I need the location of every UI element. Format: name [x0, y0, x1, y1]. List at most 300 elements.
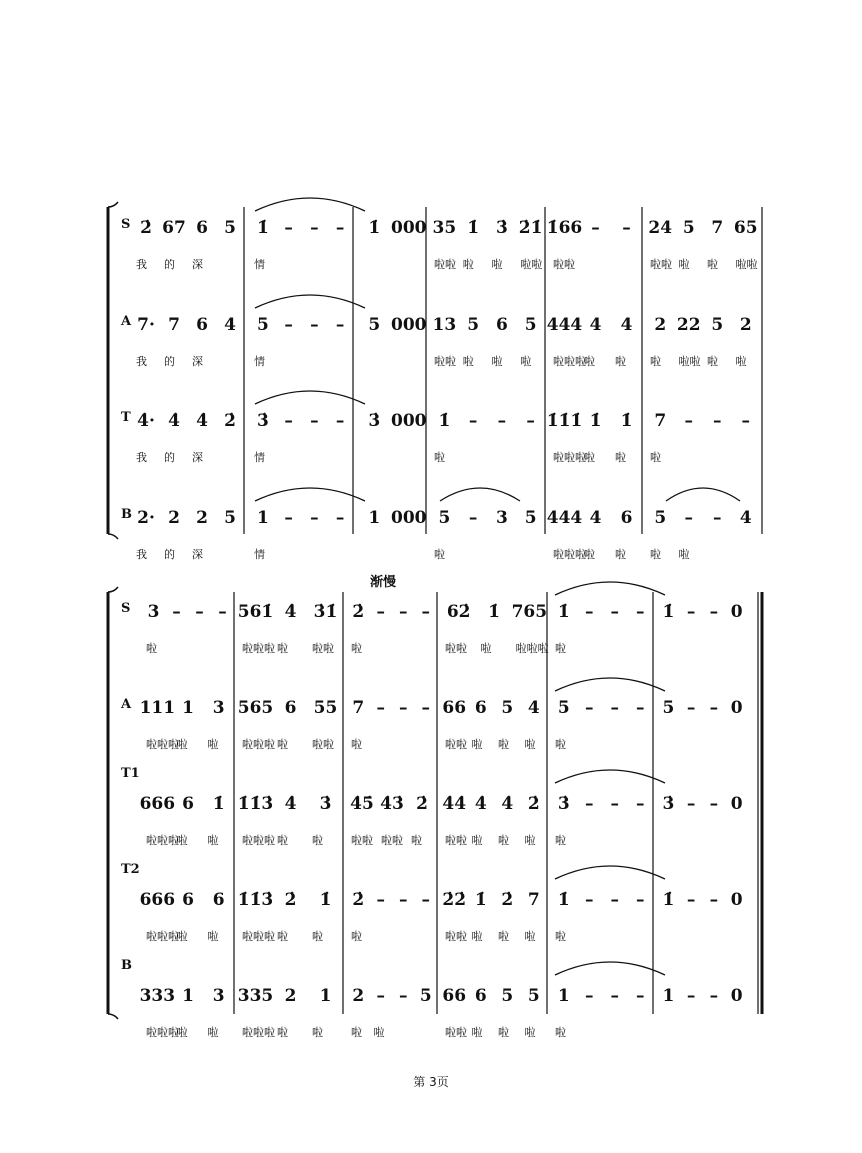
note: 5 [224, 218, 236, 238]
note: 666 [139, 794, 176, 814]
note: 4̇ [501, 794, 514, 814]
note: 2 [352, 986, 365, 1006]
note: 3̇ [368, 411, 381, 431]
note: 1̇1̇1̇ [546, 411, 583, 431]
note: 6 [212, 890, 225, 910]
dash-mark: – [399, 890, 408, 910]
note: 000 [391, 508, 427, 528]
dash-mark: – [284, 411, 293, 431]
note: 4 [589, 315, 602, 335]
note: 5 [682, 218, 695, 238]
note: 1̇1̇3̇ [237, 890, 274, 910]
dash-mark: – [335, 218, 345, 238]
note: 4 [224, 315, 236, 335]
lyric: 啦啦 [445, 1026, 467, 1039]
lyric: 啦 [434, 548, 445, 561]
note: 66 [442, 986, 467, 1006]
dash-mark: – [636, 890, 645, 910]
note: 3̇ [256, 411, 269, 431]
note: 3̇ [495, 218, 508, 238]
note: 5 [711, 315, 724, 335]
bracket-hook-top [108, 587, 118, 592]
lyric: 啦啦 [650, 258, 672, 271]
lyric: 啦啦啦 [242, 834, 275, 847]
tempo-mark: 渐慢 [370, 575, 397, 590]
note: 2 [654, 315, 667, 335]
lyric: 啦 [471, 834, 483, 847]
dash-mark: – [610, 986, 619, 1006]
dash-mark: – [585, 602, 594, 622]
note: 2· [137, 508, 155, 528]
lyric: 啦啦啦 [553, 548, 586, 561]
lyric: 啦啦 [520, 258, 543, 271]
lyric: 啦 [277, 834, 288, 847]
lyric: 啦 [615, 548, 626, 561]
note: 1 [256, 508, 269, 528]
note: 565 [237, 698, 274, 718]
tie-arc [666, 488, 740, 501]
lyric: 啦啦 [735, 258, 758, 271]
lyric: 啦 [207, 930, 219, 943]
note: 1̇ [662, 890, 675, 910]
note: 4̇4̇ [442, 794, 467, 814]
dash-mark: – [195, 602, 204, 622]
lyric: 的 [164, 548, 175, 561]
note: 5 [438, 508, 451, 528]
lyric: 啦啦 [553, 258, 575, 271]
lyric: 情 [254, 548, 265, 561]
dash-mark: – [585, 986, 594, 1006]
note: 24 [648, 218, 673, 238]
note: 6 [495, 315, 508, 335]
note: 1̇ [557, 890, 570, 910]
lyric: 啦 [471, 738, 483, 751]
note: 7 [654, 411, 667, 431]
note: 62̇ [446, 602, 471, 622]
note: 22 [676, 315, 701, 335]
note: 5 [662, 698, 675, 718]
tie-arc [555, 962, 665, 975]
part-label-t: T [121, 410, 131, 425]
note: 3̇ [662, 794, 675, 814]
lyric: 啦 [678, 548, 690, 561]
dash-mark: – [468, 411, 478, 431]
note: 6 [196, 218, 208, 238]
note: 2̇ [284, 890, 297, 910]
lyric: 啦 [615, 451, 626, 464]
note: 1̇ [620, 411, 633, 431]
lyric: 啦 [351, 642, 362, 655]
note: 6 [284, 698, 297, 718]
lyric: 啦 [707, 258, 718, 271]
note: 7 [711, 218, 724, 238]
lyric: 啦 [498, 930, 509, 943]
dash-mark: – [713, 411, 722, 431]
tie-arc [555, 582, 665, 595]
lyric: 啦 [735, 355, 747, 368]
dash-mark: – [610, 794, 619, 814]
lyric: 啦 [524, 834, 536, 847]
note: 1̇ [662, 602, 675, 622]
lyric: 啦 [462, 355, 474, 368]
lyric: 啦 [480, 642, 492, 655]
dash-mark: – [686, 602, 696, 622]
note: 5 [501, 698, 514, 718]
note: 3 [212, 986, 225, 1006]
note: 1̇ [589, 411, 602, 431]
note: 1̇ [212, 794, 225, 814]
dash-mark: – [376, 986, 385, 1006]
lyric: 啦 [471, 1026, 483, 1039]
lyric: 啦啦啦 [146, 1026, 179, 1039]
note: 4̇ [196, 411, 208, 431]
note: 5 [524, 315, 537, 335]
tie-arc [255, 488, 365, 501]
dash-mark: – [709, 794, 719, 814]
part-label-a: A [121, 314, 132, 329]
part-label-t1: T1 [121, 766, 140, 781]
note: 3̇ [319, 794, 332, 814]
lyric: 啦 [312, 930, 323, 943]
note: 1̇ [467, 218, 480, 238]
lyric: 啦 [650, 451, 661, 464]
lyric: 啦啦 [434, 355, 456, 368]
note: 6 [182, 890, 194, 910]
note: 5 [654, 508, 667, 528]
lyric: 啦 [555, 930, 566, 943]
note: 4̇5̇ [350, 794, 374, 814]
tie-arc [255, 295, 365, 308]
note: 2 [196, 508, 208, 528]
note: 2̇ [352, 602, 365, 622]
dash-mark: – [684, 508, 693, 528]
note: 1 [182, 698, 194, 718]
lyric: 啦 [207, 738, 219, 751]
note: 55 [313, 698, 338, 718]
note: 1̇ [256, 218, 269, 238]
note: 5 [256, 315, 269, 335]
note: 1̇ [438, 411, 451, 431]
lyric: 啦 [434, 451, 445, 464]
dash-mark: – [684, 411, 693, 431]
note: 000 [391, 218, 427, 238]
note: 6 [474, 986, 487, 1006]
dash-mark: – [709, 890, 719, 910]
lyric: 啦 [176, 738, 188, 751]
dash-mark: – [421, 602, 430, 622]
lyric: 啦 [524, 1026, 536, 1039]
note: 66 [442, 698, 467, 718]
note: 0 [730, 698, 743, 718]
note: 4̇ [284, 602, 297, 622]
lyric: 啦 [277, 642, 288, 655]
tie-arc [255, 391, 365, 404]
lyric: 啦啦 [434, 258, 456, 271]
dash-mark: – [335, 411, 345, 431]
dash-mark: – [284, 315, 293, 335]
lyric: 啦啦 [381, 834, 403, 847]
note: 0 [730, 602, 743, 622]
lyric: 深 [192, 451, 203, 464]
note: 7 [352, 698, 365, 718]
lyric: 啦 [491, 355, 503, 368]
note: 5 [501, 986, 514, 1006]
part-label-s: S [121, 601, 131, 616]
lyric: 啦 [555, 642, 566, 655]
dash-mark: – [585, 794, 594, 814]
note: 2 [739, 315, 752, 335]
dash-mark: – [376, 698, 385, 718]
page-number: 第 3页 [413, 1075, 449, 1089]
note: 335 [237, 986, 274, 1006]
dash-mark: – [636, 794, 645, 814]
note: 5 [524, 508, 537, 528]
note: 561̇ [237, 602, 274, 622]
lyric: 啦啦 [445, 642, 467, 655]
lyric: 啦 [207, 834, 219, 847]
lyric: 啦 [277, 738, 288, 751]
lyric: 啦 [277, 930, 288, 943]
lyric: 啦 [277, 1026, 288, 1039]
note: 2̇ [140, 218, 152, 238]
note: 5 [557, 698, 570, 718]
note: 765 [511, 602, 548, 622]
dash-mark: – [610, 602, 619, 622]
dash-mark: – [335, 508, 345, 528]
lyric: 啦 [351, 1026, 362, 1039]
note: 1̇1̇3̇ [237, 794, 274, 814]
note: 3 [147, 602, 160, 622]
note: 4̇· [137, 411, 155, 431]
lyric: 啦 [207, 1026, 219, 1039]
note: 0 [730, 794, 743, 814]
dash-mark: – [636, 698, 645, 718]
part-label-b: B [121, 958, 132, 973]
lyric: 啦 [615, 355, 626, 368]
note: 5 [419, 986, 432, 1006]
bracket-hook-top [108, 202, 118, 207]
lyric: 啦啦啦 [146, 930, 179, 943]
lyric: 啦啦啦 [515, 642, 549, 655]
tie-arc [555, 770, 665, 783]
note: 4̇3̇ [380, 794, 404, 814]
lyric: 啦 [524, 738, 536, 751]
dash-mark: – [310, 508, 319, 528]
part-label-b: B [121, 507, 132, 522]
note: 2̇1̇ [518, 218, 543, 238]
note: 1 [368, 508, 381, 528]
note: 4 [620, 315, 633, 335]
note: 2̇2̇ [442, 890, 467, 910]
bracket-hook-bottom [108, 534, 118, 539]
note: 2̇ [416, 794, 428, 814]
note: 4̇ [284, 794, 297, 814]
lyric: 啦 [351, 930, 362, 943]
lyric: 啦 [462, 258, 474, 271]
dash-mark: – [399, 698, 408, 718]
dash-mark: – [709, 986, 719, 1006]
note: 4 [739, 508, 752, 528]
note: 1̇ [557, 602, 570, 622]
dash-mark: – [591, 218, 600, 238]
note: 2̇ [352, 890, 365, 910]
note: 1 [319, 986, 332, 1006]
lyric: 啦啦啦 [242, 738, 275, 751]
lyric: 啦啦啦 [146, 738, 179, 751]
note: 111 [139, 698, 176, 718]
dash-mark: – [218, 602, 227, 622]
note: 65 [733, 218, 758, 238]
note: 333 [139, 986, 176, 1006]
lyric: 啦啦啦 [146, 834, 179, 847]
lyric: 我 [136, 548, 147, 561]
lyric: 啦啦 [678, 355, 701, 368]
note: 7 [168, 315, 180, 335]
dash-mark: – [284, 218, 293, 238]
lyric: 啦 [411, 834, 422, 847]
dash-mark: – [468, 508, 478, 528]
lyric: 啦 [707, 355, 718, 368]
dash-mark: – [526, 411, 535, 431]
lyric: 啦 [176, 930, 188, 943]
lyric: 啦啦啦 [242, 1026, 275, 1039]
lyric: 啦 [373, 1026, 385, 1039]
note: 444 [546, 315, 583, 335]
lyric: 啦 [584, 548, 595, 561]
tie-arc [255, 198, 365, 211]
dash-mark: – [335, 315, 345, 335]
note: 1̇ [319, 890, 332, 910]
note: 1̇66 [546, 218, 583, 238]
dash-mark: – [376, 602, 385, 622]
note: 67 [162, 218, 186, 238]
lyric: 啦 [491, 258, 503, 271]
lyric: 啦 [498, 834, 509, 847]
note: 6 [620, 508, 633, 528]
dash-mark: – [310, 411, 319, 431]
note: 35 [432, 218, 457, 238]
tie-arc [440, 488, 520, 501]
dash-mark: – [421, 698, 430, 718]
note: 000 [391, 315, 427, 335]
note: 0 [730, 986, 743, 1006]
note: 000 [391, 411, 427, 431]
note: 3 [495, 508, 508, 528]
note: 5 [467, 315, 480, 335]
note: 4 [589, 508, 602, 528]
note: 1̇ [368, 218, 381, 238]
lyric: 啦 [520, 355, 532, 368]
lyric: 啦 [555, 834, 566, 847]
lyric: 啦 [146, 642, 157, 655]
lyric: 啦啦 [312, 642, 334, 655]
note: 1 [182, 986, 194, 1006]
lyric: 啦啦啦 [553, 451, 586, 464]
note: 0 [730, 890, 743, 910]
note: 6 [196, 315, 208, 335]
dash-mark: – [610, 890, 619, 910]
lyric: 我 [136, 258, 147, 271]
lyric: 啦啦啦 [242, 642, 275, 655]
tie-arc [555, 866, 665, 879]
part-label-a: A [121, 697, 132, 712]
note: 4̇ [474, 794, 487, 814]
dash-mark: – [610, 698, 619, 718]
dash-mark: – [310, 218, 319, 238]
note: 1̇ [488, 602, 500, 622]
dash-mark: – [172, 602, 181, 622]
note: 2̇ [527, 794, 540, 814]
dash-mark: – [713, 508, 722, 528]
note: 2 [284, 986, 297, 1006]
note: 6 [474, 698, 487, 718]
lyric: 情 [254, 258, 265, 271]
part-label-t2: T2 [121, 862, 140, 877]
lyric: 啦 [176, 1026, 188, 1039]
note: 5 [527, 986, 540, 1006]
dash-mark: – [421, 890, 430, 910]
dash-mark: – [686, 698, 696, 718]
lyric: 啦 [584, 355, 595, 368]
note: 4 [527, 698, 540, 718]
dash-mark: – [686, 986, 696, 1006]
note: 2̇ [224, 411, 236, 431]
lyric: 深 [192, 355, 203, 368]
lyric: 啦啦啦 [553, 355, 586, 368]
lyric: 啦 [176, 834, 188, 847]
tie-arc [555, 678, 665, 691]
note: 5 [224, 508, 236, 528]
lyric: 啦 [312, 834, 323, 847]
lyric: 啦啦啦 [242, 930, 275, 943]
lyric: 啦 [678, 258, 690, 271]
bracket-hook-bottom [108, 1014, 118, 1019]
dash-mark: – [686, 890, 696, 910]
note: 3̇ [557, 794, 570, 814]
note: 7 [527, 890, 540, 910]
lyric: 我 [136, 451, 147, 464]
dash-mark: – [376, 890, 385, 910]
lyric: 的 [164, 258, 175, 271]
dash-mark: – [636, 602, 645, 622]
note: 6 [182, 794, 194, 814]
lyric: 啦 [471, 930, 483, 943]
dash-mark: – [622, 218, 631, 238]
lyric: 的 [164, 355, 175, 368]
lyric: 啦啦 [445, 834, 467, 847]
dash-mark: – [585, 890, 594, 910]
lyric: 啦 [584, 451, 595, 464]
note: 3 [212, 698, 225, 718]
note: 1 [662, 986, 675, 1006]
lyric: 啦 [555, 738, 566, 751]
dash-mark: – [399, 602, 408, 622]
part-label-s: S [121, 217, 131, 232]
note: 1 [557, 986, 570, 1006]
lyric: 情 [254, 451, 265, 464]
lyric: 深 [192, 258, 203, 271]
dash-mark: – [399, 986, 408, 1006]
note: 2 [168, 508, 180, 528]
dash-mark: – [284, 508, 293, 528]
lyric: 啦 [498, 1026, 509, 1039]
lyric: 啦啦 [445, 930, 467, 943]
dash-mark: – [636, 986, 645, 1006]
lyric: 啦 [650, 355, 661, 368]
lyric: 啦啦 [312, 738, 334, 751]
lyric: 我 [136, 355, 147, 368]
lyric: 啦 [312, 1026, 323, 1039]
